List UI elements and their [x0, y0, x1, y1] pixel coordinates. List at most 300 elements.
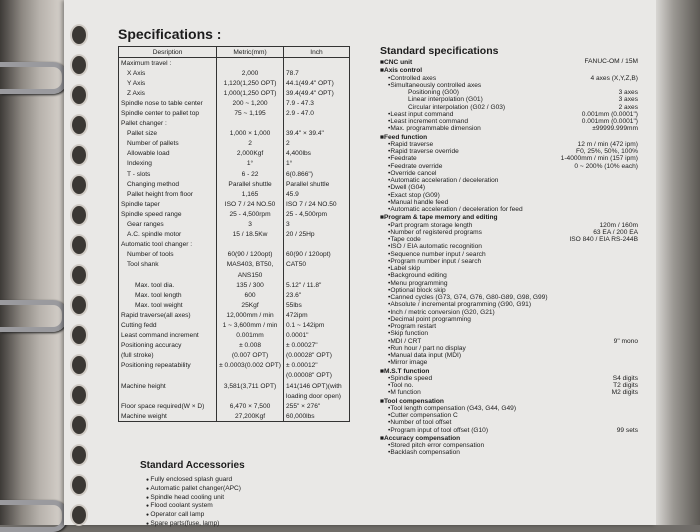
spec-value: 0.001mm (0.0001")	[581, 110, 638, 118]
table-cell-inch: 5.12" / 11.8"	[284, 280, 350, 290]
table-cell-inch: 25 - 4,500rpm	[284, 209, 350, 219]
table-cell-metric: MAS403, BT50,	[217, 260, 284, 270]
spec-label: Circular interpolation (G02 / G03)	[408, 103, 506, 111]
table-cell-description: Changing method	[119, 179, 217, 189]
spec-label: • Spindle speed	[380, 375, 432, 382]
table-row	[119, 88, 350, 98]
table-cell-metric: 3,581(3,711 OPT)	[217, 381, 284, 391]
spec-value: 4 axes (X,Y,Z,B)	[590, 74, 638, 82]
spec-label: • Program input of tool offset (G10)	[380, 427, 488, 434]
table-cell-metric: 1,165	[217, 189, 284, 199]
spec-label: • Sequence number input / search	[380, 251, 486, 258]
spec-label: • Program number input / search	[380, 258, 481, 265]
spec-line	[380, 118, 638, 125]
table-cell-metric: 2	[217, 139, 284, 149]
table-cell-inch: 44.1(49.4" OPT)	[284, 78, 350, 88]
spec-label: ■ Accuracy compensation	[380, 435, 460, 442]
table-cell-inch: 2.9 - 47.0	[284, 108, 350, 118]
table-cell-metric	[217, 240, 284, 250]
table-cell-description: Tool shank	[119, 260, 217, 270]
spec-label: • Tape code	[380, 236, 421, 243]
spec-value: 99 sets	[616, 426, 638, 434]
spec-value: 3 axes	[618, 89, 638, 96]
table-cell-inch: 0.0001"	[284, 331, 350, 341]
table-row	[119, 169, 350, 179]
table-cell-metric: 3	[217, 220, 284, 230]
table-cell-description: (full stroke)	[119, 351, 217, 361]
standard-specifications-column	[380, 44, 638, 457]
spec-label: • Rapid traverse	[380, 141, 433, 148]
spec-label: • Automatic acceleration / deceleration for feed	[380, 206, 523, 213]
table-cell-inch	[284, 119, 350, 129]
spec-line	[380, 359, 638, 366]
spec-label: • Least input command	[380, 111, 453, 118]
table-row	[119, 310, 350, 320]
spec-line	[380, 192, 638, 199]
punch-hole	[70, 174, 88, 196]
spec-label: ■ Feed function	[380, 134, 427, 141]
standard-specifications-title: Standard specifications	[380, 45, 499, 57]
spec-label: • Decimal point programming	[380, 316, 471, 323]
spec-line	[380, 155, 638, 162]
spec-label: • Simultaneously controlled axes	[380, 82, 481, 89]
spec-line	[380, 89, 638, 96]
spec-line	[380, 375, 638, 382]
spec-line	[380, 82, 638, 89]
spec-label: • Label skip	[380, 265, 420, 272]
punch-hole	[70, 204, 88, 226]
spec-line	[380, 163, 638, 170]
table-cell-metric: 60(90 / 120opt)	[217, 250, 284, 260]
table-cell-inch: ISO 7 / 24 NO.50	[284, 199, 350, 209]
spec-label: ■ M.S.T function	[380, 368, 429, 375]
table-row	[119, 78, 350, 88]
table-cell-inch: 39.4(49.4" OPT)	[284, 88, 350, 98]
spec-label: • M function	[380, 389, 421, 396]
table-cell-metric: 1 ~ 3,600mm / min	[217, 320, 284, 330]
spec-label: • Absolute / incremental programming (G90, G91)	[380, 301, 531, 308]
spec-label: • Rapid traverse override	[380, 148, 459, 155]
spec-label: • Optional block skip	[380, 287, 446, 294]
page-content	[112, 20, 652, 525]
spec-label: • Number of tool offset	[380, 419, 451, 426]
table-cell-metric: 1,120(1,250 OPT)	[217, 78, 284, 88]
spec-line	[380, 222, 638, 229]
spec-value: ISO 840 / EIA RS-244B	[569, 236, 638, 243]
table-cell-description: Machine height	[119, 381, 217, 391]
table-cell-inch: 60,000lbs	[284, 411, 350, 422]
table-cell-inch: ± 0.00027"	[284, 341, 350, 351]
table-row	[119, 300, 350, 310]
spec-line	[380, 280, 638, 287]
table-row	[119, 381, 350, 391]
spec-section-heading	[380, 213, 638, 221]
table-cell-inch: loading door open)	[284, 391, 350, 401]
table-row	[119, 58, 350, 69]
spec-label: Positioning (G00)	[408, 89, 459, 96]
table-cell-inch: 141(146 OPT)(with	[284, 381, 350, 391]
punch-hole	[70, 234, 88, 256]
table-cell-description: Allowable load	[119, 149, 217, 159]
binder-ring-middle	[0, 300, 67, 332]
spec-line	[380, 272, 638, 279]
table-cell-metric: ± 0.008	[217, 341, 284, 351]
table-row	[119, 220, 350, 230]
table-row	[119, 108, 350, 118]
table-cell-description: Cutting fedd	[119, 320, 217, 330]
table-row	[119, 341, 350, 351]
table-cell-metric: 25Kgf	[217, 300, 284, 310]
spec-line	[380, 316, 638, 323]
spec-label: ■ CNC unit	[380, 59, 412, 66]
spec-label: • Background editing	[380, 272, 447, 279]
accessory-item: ● Operator call lamp	[146, 511, 241, 520]
spec-label: • Max. programmable dimension	[380, 125, 481, 132]
table-cell-metric: 12,000mm / min	[217, 310, 284, 320]
table-cell-metric	[217, 391, 284, 401]
table-row	[119, 361, 350, 371]
table-cell-description: T - slots	[119, 169, 217, 179]
table-cell-description: Pallet size	[119, 129, 217, 139]
table-cell-inch: 255" × 276"	[284, 401, 350, 411]
punch-hole	[70, 144, 88, 166]
spec-label: • Menu programming	[380, 280, 447, 287]
table-cell-inch: 2	[284, 139, 350, 149]
table-cell-inch: 23.6"	[284, 290, 350, 300]
spec-label: • Part program storage length	[380, 222, 472, 229]
table-row	[119, 411, 350, 422]
table-row	[119, 401, 350, 411]
header-description: Desription	[119, 47, 217, 58]
spec-value: S4 digits	[612, 374, 638, 382]
punch-holes	[70, 0, 94, 525]
table-cell-metric: 2,000Kgf	[217, 149, 284, 159]
table-cell-metric: 1°	[217, 159, 284, 169]
spec-label: • Backlash compensation	[380, 449, 460, 456]
binder-ring-bottom	[0, 500, 67, 532]
spec-line	[380, 352, 638, 359]
punch-hole	[70, 264, 88, 286]
punch-hole	[70, 24, 88, 46]
table-cell-inch: 472ipm	[284, 310, 350, 320]
table-cell-metric	[217, 58, 284, 69]
table-cell-description: Spindle taper	[119, 199, 217, 209]
spec-line	[380, 111, 638, 118]
table-cell-metric: 25 - 4,500rpm	[217, 209, 284, 219]
table-cell-description: Floor space required(W × D)	[119, 401, 217, 411]
table-cell-description: Spindle nose to table center	[119, 98, 217, 108]
accessory-item: ● Fully enclosed splash guard	[146, 476, 241, 485]
table-cell-description	[119, 391, 217, 401]
table-cell-metric: 27,200Kgf	[217, 411, 284, 422]
table-row	[119, 119, 350, 129]
table-cell-description: Positioning repeatability	[119, 361, 217, 371]
table-cell-inch: 60(90 / 120opt)	[284, 250, 350, 260]
punch-hole	[70, 354, 88, 376]
spec-line	[380, 330, 638, 337]
table-cell-description: Gear ranges	[119, 220, 217, 230]
table-cell-metric: 1,000 × 1,000	[217, 129, 284, 139]
table-cell-description: A.C. spindle motor	[119, 230, 217, 240]
specifications-title: Specifications :	[118, 26, 222, 42]
spec-label: • Controlled axes	[380, 75, 436, 82]
accessory-item: ● Spindle head cooling unit	[146, 494, 241, 503]
header-inch: Inch	[284, 47, 350, 58]
spec-line	[380, 177, 638, 184]
table-cell-description: Spindle speed range	[119, 209, 217, 219]
spec-label: • Inch / metric conversion (G20, G21)	[380, 309, 495, 316]
punch-hole	[70, 324, 88, 346]
table-row	[119, 270, 350, 280]
table-cell-inch: 39.4" × 39.4"	[284, 129, 350, 139]
spec-line	[380, 206, 638, 213]
table-cell-inch: (0.00008" OPT)	[284, 371, 350, 381]
table-cell-description: Spindle center to pallet top	[119, 108, 217, 118]
spec-section-heading	[380, 66, 638, 74]
table-row	[119, 149, 350, 159]
spec-label: • Run hour / part no display	[380, 345, 466, 352]
table-cell-inch	[284, 240, 350, 250]
spec-line	[380, 251, 638, 258]
punch-hole	[70, 504, 88, 526]
spec-value: ±99999.999mm	[592, 125, 638, 133]
punch-hole	[70, 414, 88, 436]
table-cell-description: Automatic tool changer :	[119, 240, 217, 250]
table-cell-description: Positioning accuracy	[119, 341, 217, 351]
punch-hole	[70, 474, 88, 496]
table-cell-description: Least command increment	[119, 331, 217, 341]
table-header-row	[119, 47, 350, 58]
table-cell-inch: 0.1 ~ 142ipm	[284, 320, 350, 330]
table-row	[119, 240, 350, 250]
punch-hole	[70, 384, 88, 406]
table-cell-description: Max. tool dia.	[119, 280, 217, 290]
table-cell-description: X Axis	[119, 68, 217, 78]
table-cell-inch: 78.7	[284, 68, 350, 78]
table-cell-metric: 75 ~ 1,195	[217, 108, 284, 118]
table-cell-inch: 55lbs	[284, 300, 350, 310]
punch-hole	[70, 84, 88, 106]
spec-section-heading	[380, 133, 638, 141]
table-cell-inch: 45.9	[284, 189, 350, 199]
spec-label: • Mirror image	[380, 359, 427, 366]
table-cell-inch: 4,400lbs	[284, 149, 350, 159]
table-row	[119, 320, 350, 330]
table-cell-metric: ANS150	[217, 270, 284, 280]
spec-section-heading	[380, 58, 638, 66]
spec-label: • Skip function	[380, 330, 428, 337]
spec-line	[380, 427, 638, 434]
table-cell-description: Machine weight	[119, 411, 217, 422]
punch-hole	[70, 114, 88, 136]
table-row	[119, 280, 350, 290]
spec-label: • MDI / CRT	[380, 338, 421, 345]
punch-hole	[70, 444, 88, 466]
spec-label: ■ Program & tape memory and editing	[380, 214, 498, 221]
spec-value: T2 digits	[613, 382, 638, 389]
table-cell-inch: 7.9 - 47.3	[284, 98, 350, 108]
table-row	[119, 209, 350, 219]
spec-line	[380, 309, 638, 316]
table-row	[119, 129, 350, 139]
spec-line	[380, 287, 638, 294]
table-cell-metric: 2,000	[217, 68, 284, 78]
table-cell-metric	[217, 371, 284, 381]
accessory-item: ● Automatic pallet changer(APC)	[146, 485, 241, 494]
table-cell-metric: 600	[217, 290, 284, 300]
spec-label: • Canned cycles (G73, G74, G76, G80-G89, G98, G99)	[380, 294, 548, 301]
binder-edge-shadow	[656, 0, 700, 525]
spec-line	[380, 148, 638, 155]
table-row	[119, 371, 350, 381]
spec-label: ■ Tool compensation	[380, 398, 444, 405]
spec-line	[380, 405, 638, 412]
table-row	[119, 159, 350, 169]
table-row	[119, 230, 350, 240]
spec-label: • Least increment command	[380, 118, 468, 125]
table-cell-description: Number of pallets	[119, 139, 217, 149]
table-row	[119, 351, 350, 361]
table-cell-metric: 15 / 18.5Kw	[217, 230, 284, 240]
spec-label: • Number of registered programs	[380, 229, 482, 236]
spec-value: 63 EA / 200 EA	[593, 228, 638, 236]
table-cell-description: Max. tool length	[119, 290, 217, 300]
spec-line	[380, 199, 638, 206]
table-cell-description: Rapid traverse(all axes)	[119, 310, 217, 320]
spec-line	[380, 75, 638, 82]
spec-label: ■ Axis control	[380, 67, 422, 74]
table-cell-metric: 6 - 22	[217, 169, 284, 179]
spec-line	[380, 442, 638, 449]
table-cell-description: Pallet changer :	[119, 119, 217, 129]
table-row	[119, 199, 350, 209]
spec-line	[380, 301, 638, 308]
table-cell-metric: 135 / 300	[217, 280, 284, 290]
spec-label: • Dwell (G04)	[380, 184, 425, 191]
spec-label: • Cutter compensation C	[380, 412, 458, 419]
spec-line	[380, 243, 638, 250]
table-cell-metric: 200 ~ 1,200	[217, 98, 284, 108]
spec-label: • Program restart	[380, 323, 436, 330]
table-cell-description: Z Axis	[119, 88, 217, 98]
table-cell-inch: 3	[284, 220, 350, 230]
spec-label: • Manual data input (MDI)	[380, 352, 461, 359]
spec-line	[380, 125, 638, 132]
table-row	[119, 391, 350, 401]
table-row	[119, 139, 350, 149]
header-metric: Metric(mm)	[217, 47, 284, 58]
spec-line	[380, 449, 638, 456]
spec-value: 120m / 160m	[599, 221, 638, 229]
accessory-item: ● Flood coolant system	[146, 502, 241, 511]
spec-line	[380, 184, 638, 191]
spec-label: Linear interpolation (G01)	[408, 96, 483, 104]
spec-line	[380, 389, 638, 396]
spec-line	[380, 104, 638, 111]
spec-section-heading	[380, 434, 638, 442]
table-row	[119, 98, 350, 108]
spec-value: 1-4000mm / min (157 ipm)	[560, 155, 638, 163]
table-cell-description: Pallet height from floor	[119, 189, 217, 199]
table-cell-metric	[217, 119, 284, 129]
table-row	[119, 189, 350, 199]
spec-value: FANUC-OM / 15M	[584, 58, 638, 65]
spec-line	[380, 170, 638, 177]
punch-hole	[70, 294, 88, 316]
table-cell-metric: Parallel shuttle	[217, 179, 284, 189]
table-row	[119, 260, 350, 270]
table-cell-inch	[284, 270, 350, 280]
table-cell-description: Indexing	[119, 159, 217, 169]
spec-label: • Stored pitch error compensation	[380, 442, 484, 449]
spec-label: • Exact stop (G09)	[380, 192, 440, 199]
spec-value: 0 ~ 200% (10% each)	[574, 162, 638, 170]
spec-line	[380, 229, 638, 236]
spec-line	[380, 419, 638, 426]
table-cell-inch: (0.00028" OPT)	[284, 351, 350, 361]
spec-section-heading	[380, 397, 638, 405]
spec-label: • Feedrate	[380, 155, 417, 162]
table-cell-metric: 0.001mm	[217, 331, 284, 341]
spec-line	[380, 412, 638, 419]
spec-section-heading	[380, 367, 638, 375]
spec-line	[380, 141, 638, 148]
table-row	[119, 250, 350, 260]
spec-value: 2 axes	[618, 103, 638, 111]
table-cell-inch: Parallel shuttle	[284, 179, 350, 189]
binder-ring-top	[0, 62, 67, 94]
spec-label: • Feedrate override	[380, 163, 442, 170]
table-row	[119, 179, 350, 189]
spec-label: • ISO / EIA automatic recognition	[380, 243, 482, 250]
table-cell-metric: 6,470 × 7,500	[217, 401, 284, 411]
table-cell-description: Y Axis	[119, 78, 217, 88]
spec-value: 12 m / min (472 ipm)	[577, 140, 638, 148]
table-cell-description: Max. tool weight	[119, 300, 217, 310]
table-cell-metric: ± 0.0003(0.002 OPT)	[217, 361, 284, 371]
table-cell-description: Maximum travel :	[119, 58, 217, 69]
table-cell-description	[119, 270, 217, 280]
spec-label: • Tool length compensation (G43, G44, G49)	[380, 405, 516, 412]
spec-value: 0.001mm (0.0001")	[581, 118, 638, 125]
table-row	[119, 331, 350, 341]
spec-label: • Override cancel	[380, 170, 437, 177]
spec-line	[380, 345, 638, 352]
spec-line	[380, 294, 638, 301]
spec-label: • Tool no.	[380, 382, 413, 389]
table-cell-inch: ± 0.00012"	[284, 361, 350, 371]
table-cell-inch	[284, 58, 350, 69]
table-cell-description: Number of tools	[119, 250, 217, 260]
accessories-title: Standard Accessories	[140, 460, 245, 471]
spec-line	[380, 236, 638, 243]
spec-line	[380, 258, 638, 265]
table-cell-inch: CAT50	[284, 260, 350, 270]
accessory-item: ● Spare parts(fuse, lamp)	[146, 520, 241, 529]
table-cell-inch: 1°	[284, 159, 350, 169]
specifications-table	[118, 46, 350, 422]
spec-line	[380, 96, 638, 103]
accessories-list	[146, 476, 241, 529]
spec-value: 9" mono	[613, 337, 638, 345]
spec-value: 3 axes	[618, 96, 638, 104]
spec-label: • Manual handle feed	[380, 199, 448, 206]
table-cell-metric: (0.007 OPT)	[217, 351, 284, 361]
punch-hole	[70, 54, 88, 76]
spec-line	[380, 265, 638, 272]
spec-line	[380, 338, 638, 345]
spec-label: • Automatic acceleration / deceleration	[380, 177, 498, 184]
